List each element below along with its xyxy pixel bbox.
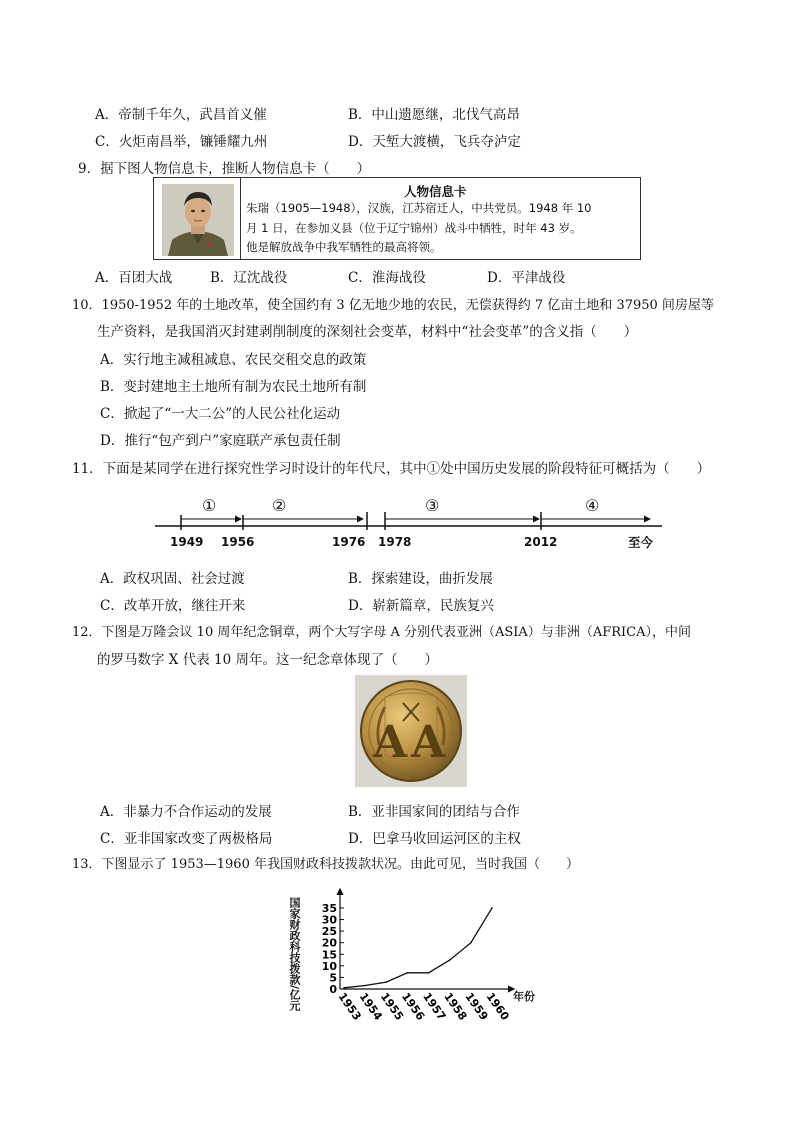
q11-option-b[interactable]: B．探索建设，曲折发展 xyxy=(348,571,493,587)
card-title: 人物信息卡 xyxy=(404,184,467,199)
chart-y-tick-label: 15 xyxy=(321,948,337,962)
timeline-marker-3: ③ xyxy=(425,496,440,515)
year-1956: 1956 xyxy=(221,535,255,549)
q10-option-c[interactable]: C．掀起了“一大二公”的人民公社化运动 xyxy=(100,406,341,422)
chart-y-tick-label: 30 xyxy=(321,913,337,927)
year-1949: 1949 xyxy=(170,535,204,549)
chart-data-point xyxy=(449,959,451,961)
q10-option-d[interactable]: D．推行“包产到户”家庭联产承包责任制 xyxy=(100,433,341,449)
q11-stem: 11．下面是某同学在进行探究性学习时设计的年代尺，其中①处中国历史发展的阶段特征可概括为（ ） xyxy=(72,461,711,477)
q12-stem-line1: 12．下图是万隆会议 10 周年纪念铜章，两个大写字母 A 分别代表亚洲（ASIA）与非洲（AFRICA），中间 xyxy=(72,625,691,640)
chart-plot-area xyxy=(280,885,550,1025)
medal-letters: AA xyxy=(373,717,450,768)
q10-stem-line1: 10．1950-1952 年的土地改革，使全国约有 3 亿无地少地的农民，无偿获得约 7 亿亩土地和 37950 间房屋等 xyxy=(72,298,714,313)
chart-x-tick-label: 1956 xyxy=(398,990,428,1023)
card-line-1: 朱瑞（1905—1948），汉族，江苏宿迁人，中共党员。1948 年 10 xyxy=(246,201,592,215)
chart-x-tick-label: 1959 xyxy=(462,990,491,1023)
timeline-marker-2: ② xyxy=(272,496,287,515)
q9-option-b[interactable]: B．辽沈战役 xyxy=(210,270,288,286)
q12-option-c[interactable]: C．亚非国家改变了两极格局 xyxy=(100,831,273,847)
year-2012: 2012 xyxy=(524,535,558,549)
chart-x-tick-label: 1953 xyxy=(335,990,364,1023)
chart-ylabel: 国家财政科技拨款/亿元 xyxy=(288,897,301,1012)
q12-stem-line2: 的罗马数字 X 代表 10 周年。这一纪念章体现了（ ） xyxy=(97,652,438,668)
person-info-card xyxy=(153,177,641,260)
chart-y-tick-label: 10 xyxy=(321,959,337,973)
q8-option-c[interactable]: C．火炬南昌举，镰锤耀九州 xyxy=(95,134,268,150)
q11-option-c[interactable]: C．改革开放，继往开来 xyxy=(100,598,246,614)
timeline-ruler xyxy=(150,495,670,555)
chart-y-tick-label: 0 xyxy=(329,983,337,996)
bandung-medal-image xyxy=(355,675,467,787)
funding-line-chart xyxy=(280,885,550,1025)
q13-stem: 13．下图显示了 1953—1960 年我国财政科技拨款状况。由此可见，当时我国（ ） xyxy=(72,857,579,872)
q12-option-b[interactable]: B．亚非国家间的团结与合作 xyxy=(348,804,520,820)
chart-data-point xyxy=(407,972,409,974)
chart-y-tick-label: 25 xyxy=(321,925,337,939)
q9-option-d[interactable]: D．平津战役 xyxy=(487,270,566,286)
timeline-marker-1: ① xyxy=(202,496,217,515)
chart-series-line xyxy=(344,908,492,988)
year-1978: 1978 xyxy=(378,535,412,549)
q8-option-b[interactable]: B．中山遗愿继，北伐气高昂 xyxy=(348,107,520,123)
chart-data-point xyxy=(428,972,430,974)
chart-x-tick-label: 1958 xyxy=(441,990,470,1023)
year-1976: 1976 xyxy=(332,535,366,549)
chart-data-point xyxy=(343,987,345,989)
chart-x-tick-label: 1960 xyxy=(483,990,512,1023)
chart-data-point xyxy=(364,985,366,987)
year-now: 至今 xyxy=(628,535,654,550)
chart-y-tick-label: 5 xyxy=(329,971,337,985)
q12-option-a[interactable]: A．非暴力不合作运动的发展 xyxy=(100,804,272,820)
chart-y-tick-label: 20 xyxy=(321,936,337,950)
chart-xlabel: 年份 xyxy=(513,990,535,1003)
q11-option-d[interactable]: D．崭新篇章，民族复兴 xyxy=(348,598,494,614)
q10-option-b[interactable]: B．变封建地主土地所有制为农民土地所有制 xyxy=(100,379,367,395)
q9-stem: 9．据下图人物信息卡，推断人物信息卡（ ） xyxy=(78,161,371,177)
chart-x-tick-label: 1954 xyxy=(356,990,385,1023)
q8-option-d[interactable]: D．天堑大渡横，飞兵夺泸定 xyxy=(348,134,521,150)
q12-option-d[interactable]: D．巴拿马收回运河区的主权 xyxy=(348,831,521,847)
q8-option-a[interactable]: A．帝制千年久，武昌首义催 xyxy=(95,107,267,123)
chart-y-tick-label: 35 xyxy=(321,901,337,915)
chart-data-point xyxy=(491,907,493,909)
timeline-marker-4: ④ xyxy=(585,496,600,515)
soldier-portrait-image xyxy=(162,184,234,256)
card-line-3: 他是解放战争中我军牺牲的最高将领。 xyxy=(246,240,442,254)
card-line-2: 月 1 日，在参加义县（位于辽宁锦州）战斗中牺牲，时年 43 岁。 xyxy=(246,221,582,235)
chart-data-point xyxy=(385,981,387,983)
q9-option-c[interactable]: C．淮海战役 xyxy=(348,270,426,286)
q10-option-a[interactable]: A．实行地主减租减息、农民交租交息的政策 xyxy=(100,352,367,368)
q11-option-a[interactable]: A．政权巩固、社会过渡 xyxy=(100,571,245,587)
chart-data-point xyxy=(470,942,472,944)
chart-x-tick-label: 1957 xyxy=(420,990,449,1023)
q10-stem-line2: 生产资料，是我国消灭封建剥削制度的深刻社会变革，材料中“社会变革”的含义指（ ） xyxy=(97,324,638,340)
card-divider xyxy=(240,178,241,259)
q9-option-a[interactable]: A．百团大战 xyxy=(95,270,173,286)
chart-x-tick-label: 1955 xyxy=(377,990,407,1023)
